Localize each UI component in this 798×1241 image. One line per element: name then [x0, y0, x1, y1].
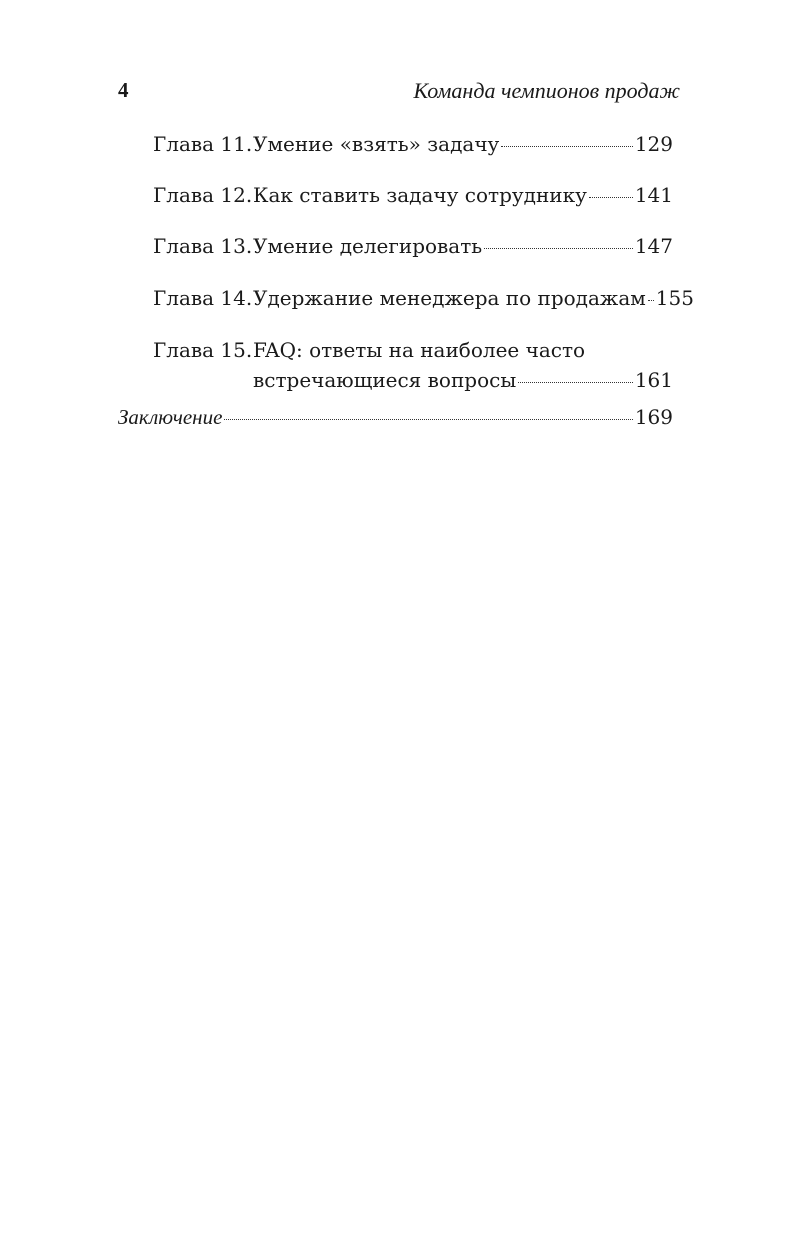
- chapter-title-line: [253, 283, 694, 313]
- chapter-title: Удержание менеджера по продажам: [253, 286, 646, 310]
- dot-leader: [501, 146, 632, 147]
- chapter-label: Глава 12.: [153, 183, 253, 207]
- chapter-label: Глава 14.: [153, 286, 253, 310]
- chapter-title-line-2: [253, 365, 673, 395]
- dot-leader: [589, 197, 633, 198]
- chapter-title-line: [253, 129, 673, 159]
- chapter-title: Как ставить задачу сотруднику: [253, 183, 587, 207]
- page-reference: 169: [634, 405, 673, 429]
- page-header: [118, 78, 680, 108]
- chapter-title-continuation: встречающиеся вопросы: [253, 368, 517, 392]
- dot-leader: [224, 419, 632, 420]
- chapter-title-line: [253, 231, 673, 261]
- chapter-label: Глава 13.: [153, 234, 253, 258]
- conclusion-title: Заключение: [118, 405, 223, 429]
- running-title: Команда чемпионов продаж: [413, 78, 680, 103]
- chapter-title-line: [253, 180, 673, 210]
- page-reference: 155: [655, 286, 694, 310]
- page-reference: 147: [634, 234, 673, 258]
- chapter-title: Умение делегировать: [253, 234, 483, 258]
- chapter-title: Умение «взять» задачу: [253, 132, 500, 156]
- dot-leader: [484, 248, 633, 249]
- chapter-title: FAQ: ответы на наиболее часто: [253, 338, 586, 362]
- dot-leader: [518, 382, 633, 383]
- page-number: 4: [118, 78, 129, 102]
- page-reference: 161: [634, 368, 673, 392]
- chapter-title-line-1: [253, 335, 673, 365]
- chapter-label: Глава 11.: [153, 132, 253, 156]
- page-reference: 141: [634, 183, 673, 207]
- dot-leader: [648, 300, 654, 301]
- toc-conclusion: [118, 405, 673, 430]
- page-reference: 129: [634, 132, 673, 156]
- chapter-label: Глава 15.: [153, 338, 253, 362]
